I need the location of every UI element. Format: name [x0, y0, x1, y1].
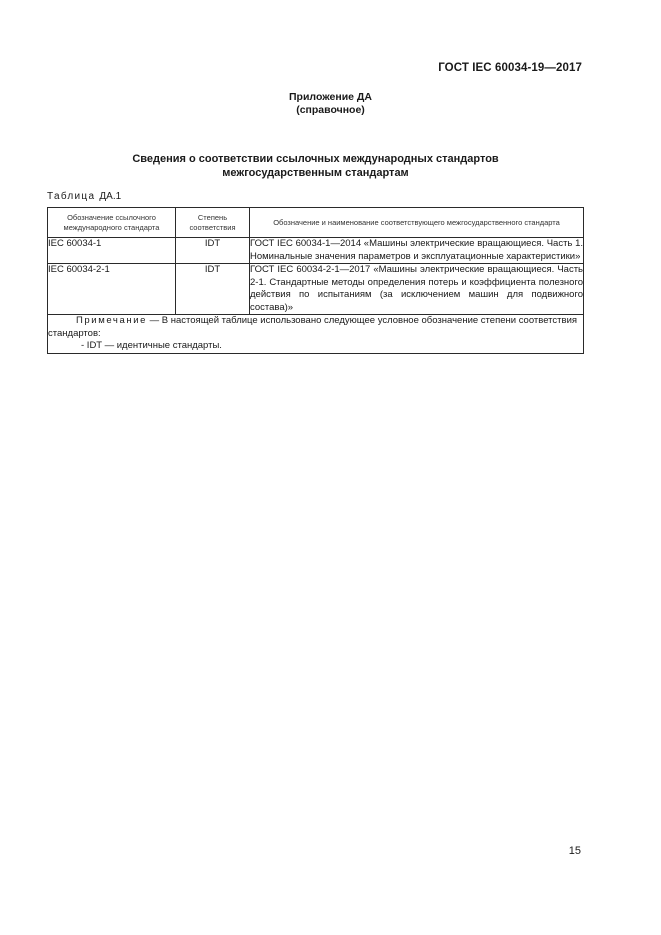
table-header-row	[48, 208, 584, 238]
standard-code: ГОСТ IEC 60034-19—2017	[438, 62, 582, 74]
page-number: 15	[568, 845, 581, 857]
table-caption	[47, 191, 121, 202]
cell-intl-standard: IEC 60034-2-1	[48, 264, 176, 315]
column-header-intl-standard: Обозначение ссылочного международного стандарта	[48, 208, 176, 238]
cell-degree: IDT	[176, 238, 250, 264]
annex-title: Приложение ДА	[289, 91, 372, 103]
annex-type: (справочное)	[296, 104, 365, 116]
cell-interstate-standard: ГОСТ IEC 60034-1—2014 «Машины электрические вращающиеся. Часть 1. Номинальные значения параметров и эксплуатационные характеристики»	[250, 238, 583, 262]
table-note	[48, 315, 584, 354]
note-label: Примечание	[76, 315, 147, 326]
annex-heading-line-1: Сведения о соответствии ссылочных международных стандартов	[132, 153, 499, 165]
column-header-interstate-standard: Обозначение и наименование соответствующего межгосударственного стандарта	[250, 208, 584, 238]
column-header-degree: Степень соответствия	[176, 208, 250, 238]
table-caption-number: ДА.1	[99, 191, 122, 202]
table-row	[48, 238, 584, 264]
cell-degree: IDT	[176, 264, 250, 315]
cell-interstate-standard: ГОСТ IEC 60034-2-1—2017 «Машины электрические вращающиеся. Часть 2-1. Стандартные методы определения потерь и коэффициента полезного действия по испытаниям (за исключением машин для подвижного состава)»	[250, 264, 583, 313]
table-row	[48, 264, 584, 315]
table-note-row	[48, 315, 584, 354]
note-text: — В настоящей таблице использовано следующее условное обозначение степени соответствия стандартов:	[48, 315, 578, 339]
note-item: - IDT — идентичные стандарты.	[81, 340, 222, 351]
table-caption-label: Таблица	[47, 191, 96, 202]
cell-intl-standard: IEC 60034-1	[48, 238, 176, 264]
correspondence-table	[47, 207, 584, 354]
annex-heading-line-2: межгосударственным стандартам	[222, 166, 409, 179]
note-paragraph	[48, 315, 583, 340]
annex-heading	[0, 153, 631, 180]
annex-header	[0, 91, 661, 117]
